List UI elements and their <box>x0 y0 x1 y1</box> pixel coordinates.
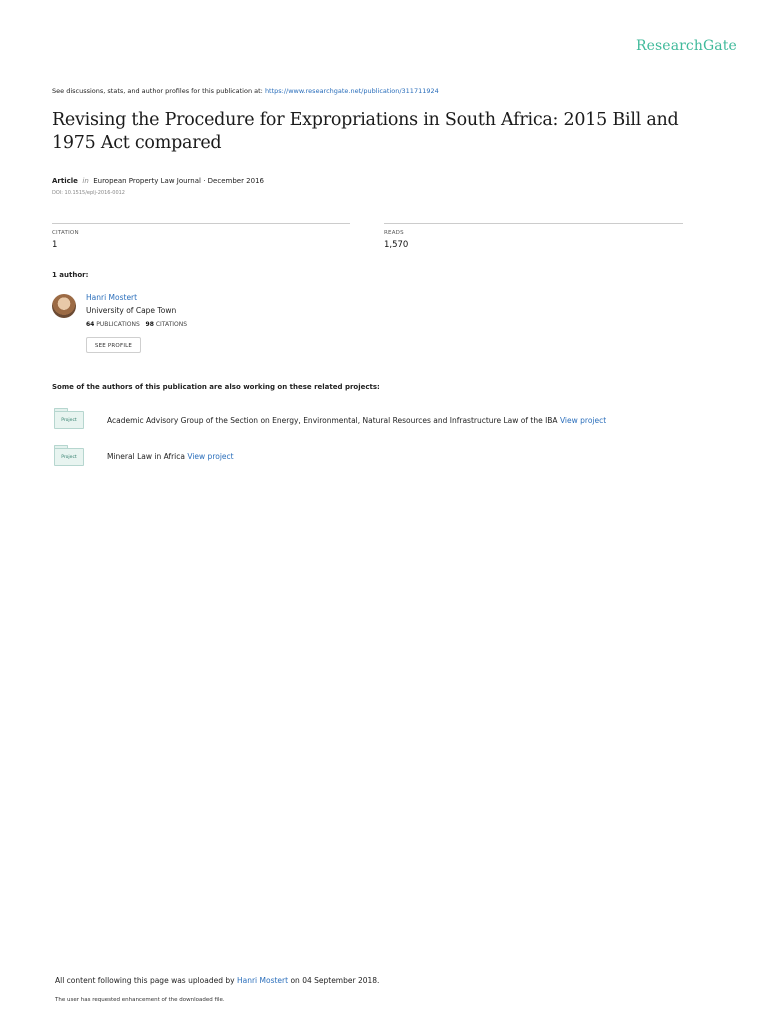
upload-prefix: All content following this page was uploaded by <box>55 976 237 985</box>
publication-url-link[interactable]: https://www.researchgate.net/publication/311711924 <box>264 87 439 95</box>
reads-label: READS <box>384 230 404 236</box>
enhancement-note: The user has requested enhancement of the downloaded file. <box>55 997 225 1003</box>
see-profile-button[interactable]: SEE PROFILE <box>86 337 141 353</box>
publication-venue-date: European Property Law Journal · December 2016 <box>93 177 264 185</box>
discussion-prefix: See discussions, stats, and author profiles for this publication at: <box>52 87 265 95</box>
view-project-link[interactable]: View project <box>559 416 607 425</box>
upload-notice <box>55 976 379 985</box>
reads-count: 1,570 <box>384 240 409 250</box>
publication-title: Revising the Procedure for Expropriations in South Africa: 2015 Bill and 1975 Act compared <box>52 110 679 153</box>
folder-label: Project <box>61 455 77 460</box>
project-name: Academic Advisory Group of the Section on Energy, Environmental, Natural Resources and Infrastructure Law of the IBA <box>107 416 558 425</box>
citation-divider <box>52 223 350 224</box>
author-name-link[interactable]: Hanri Mostert <box>86 293 138 302</box>
project-name: Mineral Law in Africa <box>107 452 185 461</box>
citation-count: 1 <box>52 240 58 250</box>
citation-label: CITATION <box>52 230 79 236</box>
authors-heading: 1 author: <box>52 271 89 279</box>
publications-label: PUBLICATIONS <box>96 321 140 328</box>
project-folder-icon[interactable] <box>53 445 83 465</box>
citations-label: CITATIONS <box>155 321 188 328</box>
folder-label: Project <box>61 418 77 423</box>
in-word: in <box>82 177 89 185</box>
researchgate-logo[interactable]: ResearchGate <box>636 38 737 54</box>
discussion-line <box>52 87 439 95</box>
author-institution: University of Cape Town <box>86 306 177 315</box>
reads-divider <box>384 223 683 224</box>
project-item <box>107 452 234 461</box>
publication-meta <box>52 177 264 185</box>
doi: DOI: 10.1515/eplj-2016-0012 <box>52 190 125 196</box>
uploader-link[interactable]: Hanri Mostert <box>236 976 289 985</box>
publication-type: Article <box>52 177 78 185</box>
citations-count: 98 <box>145 321 154 328</box>
author-counts <box>86 321 187 328</box>
author-avatar[interactable] <box>52 294 76 318</box>
project-folder-icon[interactable] <box>53 408 83 428</box>
related-projects-heading: Some of the authors of this publication are also working on these related projects: <box>52 383 380 391</box>
view-project-link[interactable]: View project <box>187 452 234 461</box>
upload-suffix: on 04 September 2018. <box>288 976 380 985</box>
publications-count: 64 <box>86 321 95 328</box>
project-item <box>107 416 606 425</box>
